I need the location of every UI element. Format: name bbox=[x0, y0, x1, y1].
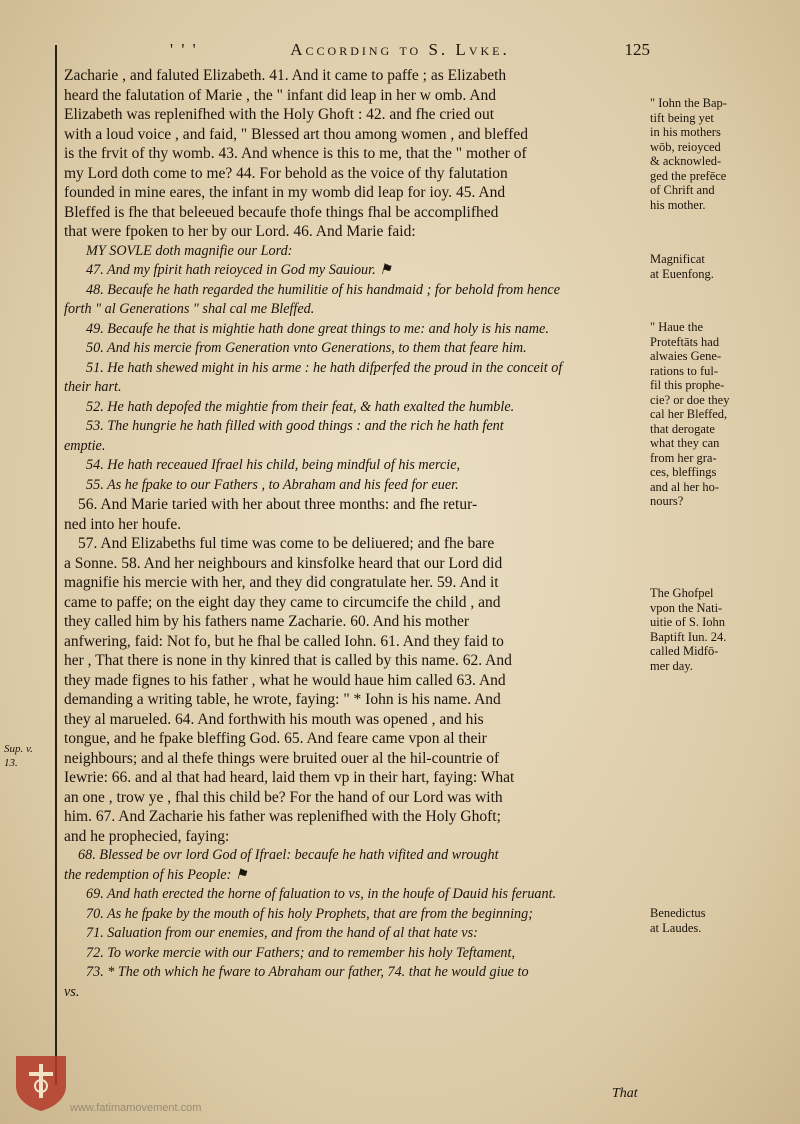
margin-note-line: nours? bbox=[650, 494, 684, 508]
text-line: MY SOVLE doth magnifie our Lord: bbox=[86, 242, 293, 259]
margin-note-line: wōb, reioyced bbox=[650, 139, 721, 154]
text-line: and he prophecied, faying: bbox=[64, 827, 230, 845]
margin-note-line: at Euenfong. bbox=[650, 266, 714, 281]
margin-note-line: fil this prophe- bbox=[650, 378, 725, 392]
margin-note-line: in his mothers bbox=[650, 125, 721, 139]
margin-note-line: Benedictus bbox=[650, 906, 706, 920]
text-line: him. 67. And Zacharie his father was replenifhed with the Holy Ghoft; bbox=[64, 808, 501, 825]
text-line: 48. Becaufe he hath regarded the humilitie of his handmaid ; for behold from hence bbox=[86, 281, 561, 298]
text-line: her , That there is none in thy kinred that is called by this name. 62. And bbox=[64, 652, 512, 669]
text-line: tongue, and he fpake bleffing God. 65. And feare came vpon al their bbox=[64, 730, 487, 747]
page-number: 125 bbox=[624, 40, 650, 59]
margin-note-line: called Midfō- bbox=[650, 644, 719, 658]
catchword: That bbox=[612, 1086, 638, 1101]
text-line: 68. Blessed be ovr lord God of Ifrael: becaufe he hath vifited and wrought bbox=[78, 847, 499, 863]
margin-note-line: Magnificat bbox=[650, 252, 705, 266]
text-line: they al marueled. 64. And forthwith his mouth was opened , and his bbox=[64, 710, 484, 728]
margin-note-line: cal her Bleffed, bbox=[650, 407, 728, 421]
fatima-seal-icon bbox=[12, 1052, 70, 1112]
text-line: 69. And hath erected the horne of faluation to vs, in the houfe of Dauid his feruant. bbox=[86, 886, 557, 902]
left-note-line: Sup. v. bbox=[4, 743, 33, 755]
text-line: an one , trow ye , fhal this child be? For the hand of our Lord was with bbox=[64, 788, 503, 806]
left-margin-reference bbox=[4, 742, 52, 770]
text-line: neighbours; and al thefe things were bruited ouer al the hil-countrie of bbox=[64, 749, 500, 767]
text-line: 73. * The oth which he fware to Abraham our father, 74. that he would giue to bbox=[86, 964, 529, 980]
text-line: Elizabeth was replenifhed with the Holy Ghoft : 42. and fhe cried out bbox=[64, 106, 494, 123]
text-line: vs. bbox=[64, 983, 80, 1000]
margin-note-benedictus bbox=[650, 906, 795, 935]
text-line: 53. The hungrie he hath filled with good things : and the rich he hath fent bbox=[86, 418, 504, 434]
text-line: heard the falutation of Marie , the " infant did leap in her w omb. And bbox=[64, 86, 497, 104]
margin-note-john-baptist bbox=[650, 96, 795, 212]
text-line: forth " al Generations " shal cal me Bleffed. bbox=[64, 301, 315, 317]
margin-note-line: Proteftāts had bbox=[650, 334, 720, 349]
margin-note-line: rations to ful- bbox=[650, 363, 719, 378]
text-line: 55. As he fpake to our Fathers , to Abraham and his feed for euer. bbox=[86, 476, 459, 493]
text-line: Iewrie: 66. and al that had heard, laid them vp in their hart, faying: What bbox=[64, 769, 515, 786]
margin-note-line: what they can bbox=[650, 436, 720, 450]
margin-note-line: & acknowled- bbox=[650, 154, 722, 168]
column-rule bbox=[55, 45, 57, 1085]
margin-note-line: tift being yet bbox=[650, 110, 714, 125]
margin-note-line: and al her ho- bbox=[650, 479, 720, 494]
text-line: founded in mine eares, the infant in my womb did leap for ioy. 45. And bbox=[64, 184, 506, 201]
margin-note-line: that derogate bbox=[650, 421, 715, 436]
text-line: 57. And Elizabeths ful time was come to be deliuered; and fhe bare bbox=[78, 535, 495, 552]
text-line: 52. He hath depofed the mightie from their feat, & hath exalted the humble. bbox=[86, 398, 515, 415]
margin-note-line: The Ghofpel bbox=[650, 586, 714, 600]
text-line: 56. And Marie taried with her about three months: and fhe retur- bbox=[78, 496, 478, 513]
text-line: 47. And my fpirit hath reioyced in God my Sauiour. ⚑ bbox=[86, 262, 392, 278]
header-title: According to S. Lvke. bbox=[290, 40, 510, 59]
margin-note-line: " Haue the bbox=[650, 320, 703, 334]
margin-note-line: his mother. bbox=[650, 197, 706, 212]
margin-note-line: ged the prefēce bbox=[650, 168, 727, 183]
margin-note-line: ces, bleffings bbox=[650, 465, 717, 479]
text-line: a Sonne. 58. And her neighbours and kinsfolke heard that our Lord did bbox=[64, 554, 503, 572]
text-line: my Lord doth come to me? 44. For behold as the voice of thy falutation bbox=[64, 164, 508, 182]
running-header bbox=[150, 40, 650, 66]
watermark-link[interactable]: www.fatimamovement.com bbox=[70, 1102, 202, 1114]
text-line: 49. Becaufe he that is mightie hath done great things to me: and holy is his name. bbox=[86, 320, 549, 337]
text-line: they called him by his fathers name Zacharie. 60. And his mother bbox=[64, 613, 470, 630]
text-line: is the frvit of thy womb. 43. And whence is this to me, that the " mother of bbox=[64, 145, 527, 162]
text-line: 71. Saluation from our enemies, and from the hand of al that hate vs: bbox=[86, 925, 478, 941]
text-line: the redemption of his People: ⚑ bbox=[64, 866, 248, 883]
margin-note-line: vpon the Nati- bbox=[650, 600, 723, 615]
left-note-line: 13. bbox=[4, 757, 18, 769]
text-line: emptie. bbox=[64, 437, 106, 454]
text-line: 72. To worke mercie with our Fathers; and to remember his holy Teftament, bbox=[86, 944, 516, 961]
text-line: Bleffed is fhe that beleeued becaufe thofe things fhal be accomplifhed bbox=[64, 203, 499, 221]
margin-note-line: of Chrift and bbox=[650, 183, 715, 197]
margin-note-line: cie? or doe they bbox=[650, 392, 730, 407]
margin-note-line: Baptift Iun. 24. bbox=[650, 629, 727, 644]
text-line: ned into her houfe. bbox=[64, 515, 182, 533]
text-line: 54. He hath receaued Ifrael his child, being mindful of his mercie, bbox=[86, 457, 461, 473]
text-line: came to paffe; on the eight day they came to circumcife the child , and bbox=[64, 593, 501, 611]
header-ornament: ' ' ' bbox=[170, 40, 198, 59]
margin-note-gospel bbox=[650, 586, 795, 673]
text-line: they made fignes to his father , what he would haue him called 63. And bbox=[64, 671, 506, 689]
margin-note-line: alwaies Gene- bbox=[650, 349, 722, 363]
text-line: 70. As he fpake by the mouth of his holy Prophets, that are from the beginning; bbox=[86, 905, 533, 922]
text-line: demanding a writing table, he wrote, faying: " * Iohn is his name. And bbox=[64, 691, 501, 708]
margin-note-protestants bbox=[650, 320, 795, 509]
margin-note-line: mer day. bbox=[650, 658, 693, 673]
text-line: anfwering, faid: Not fo, but he fhal be called Iohn. 61. And they faid to bbox=[64, 632, 504, 650]
margin-note-line: uitie of S. Iohn bbox=[650, 615, 725, 629]
margin-note-line: " Iohn the Bap- bbox=[650, 96, 727, 110]
text-line: with a loud voice , and faid, " Blessed art thou among women , and bleffed bbox=[64, 125, 529, 143]
margin-note-magnificat bbox=[650, 252, 795, 281]
text-line: magnifie his mercie with her, and they did congratulate her. 59. And it bbox=[64, 574, 499, 591]
text-line: their hart. bbox=[64, 379, 122, 395]
text-line: 50. And his mercie from Generation vnto Generations, to them that feare him. bbox=[86, 340, 527, 356]
text-line: that were fpoken to her by our Lord. 46. And Marie faid: bbox=[64, 223, 416, 240]
text-line: Zacharie , and faluted Elizabeth. 41. And it came to paffe ; as Elizabeth bbox=[64, 67, 507, 84]
text-line: 51. He hath shewed might in his arme : he hath difperfed the proud in the conceit of bbox=[86, 359, 563, 376]
margin-note-line: from her gra- bbox=[650, 450, 717, 465]
main-text bbox=[64, 66, 650, 1002]
margin-note-line: at Laudes. bbox=[650, 920, 702, 935]
